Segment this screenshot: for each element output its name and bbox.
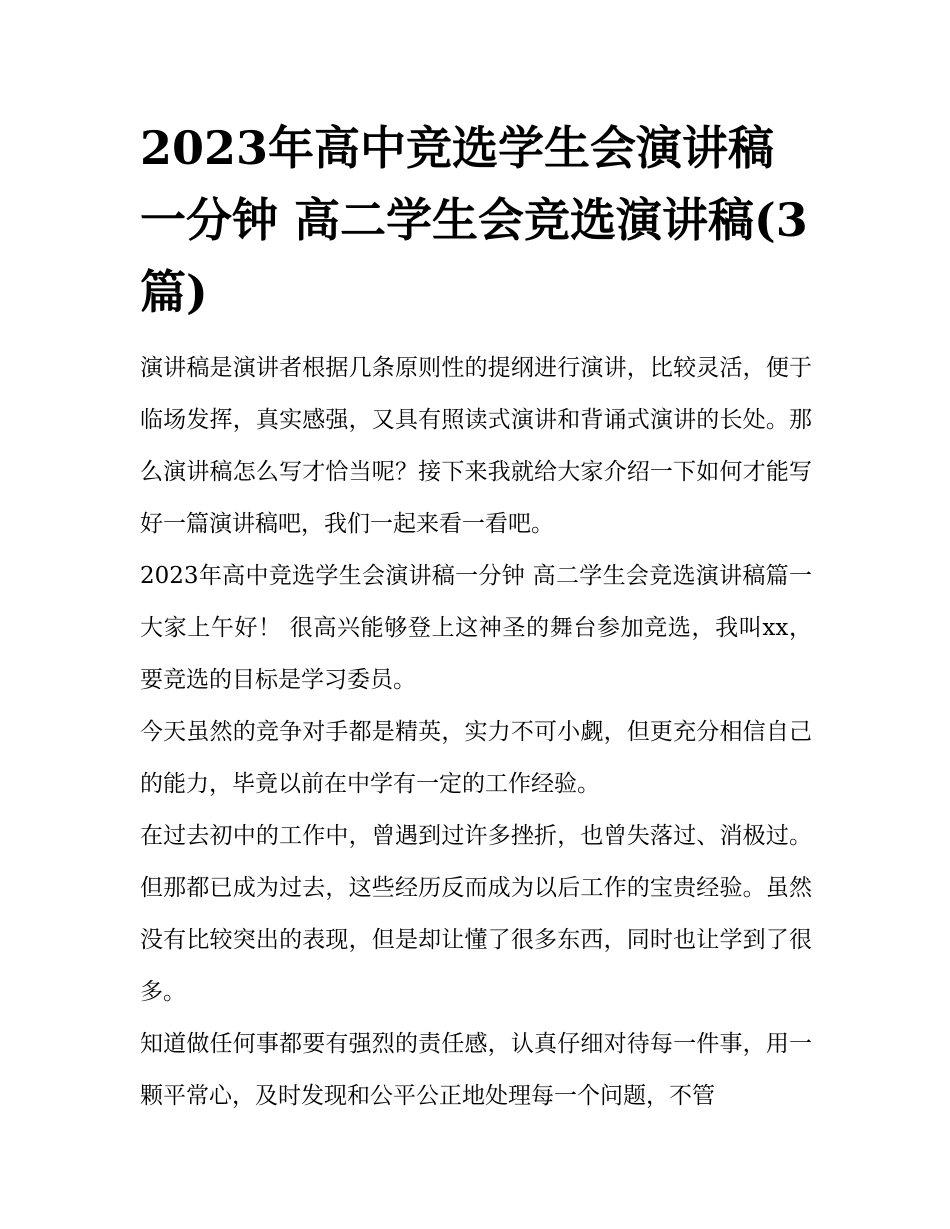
paragraph-responsibility: 知道做任何事都要有强烈的责任感，认真仔细对待每一件事，用一颗平常心，及时发现和公平公正地处理每一个问题，不管 [140,1031,812,1109]
document-title: 2023年高中竞选学生会演讲稿一分钟 高二学生会竞选演讲稿(3篇) [140,121,808,319]
paragraph-confidence: 今天虽然的竞争对手都是精英，实力不可小觑，但更充分相信自己的能力，毕竟以前在中学有一定的工作经验。 [140,719,812,797]
document-page [140,112,812,1122]
paragraph-speech-opening: 2023年高中竞选学生会演讲稿一分钟 高二学生会竞选演讲稿篇一 大家上午好！ 很高兴能够登上这神圣的舞台参加竞选，我叫xx，要竞选的目标是学习委员。 [140,563,812,693]
paragraph-intro: 演讲稿是演讲者根据几条原则性的提纲进行演讲，比较灵活，便于临场发挥，真实感强，又具有照读式演讲和背诵式演讲的长处。那么演讲稿怎么写才恰当呢？接下来我就给大家介绍一下如何才能写好一篇演讲稿吧，我们一起来看一看吧。 [140,355,812,537]
paragraph-experience: 在过去初中的工作中，曾遇到过许多挫折，也曾失落过、消极过。但那都已成为过去，这些经历反而成为以后工作的宝贵经验。虽然没有比较突出的表现，但是却让懂了很多东西，同时也让学到了很多。 [140,823,812,1005]
document-body [140,342,812,1122]
